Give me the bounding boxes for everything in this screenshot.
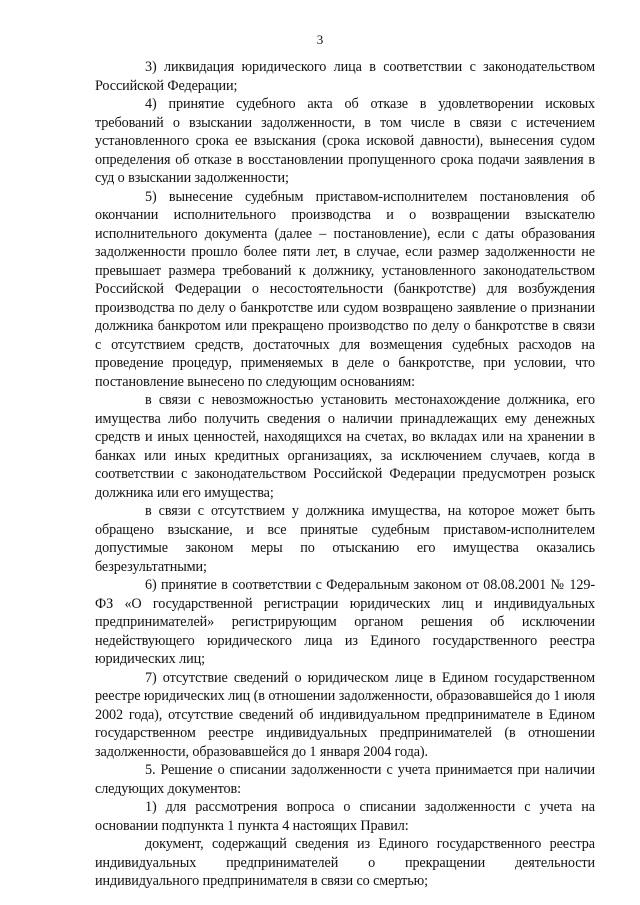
paragraph-ground-location-unknown: в связи с невозможностью установить местонахождение должника, его имущества либо получить сведения о наличии принадлежащих ему денежных средств и иных ценностей, находящихся на счетах, во вкладах или на хранении в банках или иных кредитных организациях, за исключением случаев, когда в соответствии с законодательством Российской Федерации предусмотрен розыск должника или его имущества; <box>95 392 595 501</box>
paragraph-item-4-court-act: 4) принятие судебного акта об отказе в удовлетворении исковых требований о взыскании задолженности, в том числе в связи с истечением установленного срока ее взыскания (срока исковой давности), вынесения судом определения об отказе в восстановлении пропущенного срока подачи заявления в суд о взыскании задолженности; <box>95 96 595 186</box>
paragraph-item-7-no-registry-info: 7) отсутствие сведений о юридическом лице в Едином государственном реестре юридических лиц (в отношении задолженности, образовавшейся до 1 июля 2002 года), отсутствие сведений об индивидуальном предпринимателе в Едином государственном реестре индивидуальных предпринимателей (в отношении задолженности, образовавшейся до 1 января 2004 года). <box>95 669 595 760</box>
paragraph-item-3-liquidation: 3) ликвидация юридического лица в соответствии с законодательством Российской Федерации; <box>95 59 595 94</box>
document-body <box>95 58 595 891</box>
paragraph-document-death-record: документ, содержащий сведения из Единого государственного реестра индивидуальных предпринимателей о прекращении деятельности индивидуального предпринимателя в связи со смертью; <box>95 836 595 889</box>
paragraph-ground-no-property: в связи с отсутствием у должника имущества, на которое может быть обращено взыскание, и все принятые судебным приставом-исполнителем допустимые законом меры по отысканию его имущества оказались безрезультатными; <box>95 503 595 575</box>
paragraph-subitem-1-documents: 1) для рассмотрения вопроса о списании задолженности с учета на основании подпункта 1 пункта 4 настоящих Правил: <box>95 799 595 834</box>
page-number: 3 <box>316 32 324 47</box>
paragraph-item-6-registry-exclusion: 6) принятие в соответствии с Федеральным законом от 08.08.2001 № 129-ФЗ «О государственной регистрации юридических лиц и индивидуальных предпринимателей» регистрирующим органом решения об исключении недействующего юридического лица из Единого государственного реестра юридических лиц; <box>95 577 595 667</box>
paragraph-section-5-decision: 5. Решение о списании задолженности с учета принимается при наличии следующих документов: <box>95 762 595 797</box>
paragraph-item-5-bailiff-resolution: 5) вынесение судебным приставом-исполнителем постановления об окончании исполнительного производства и о возвращении взыскателю исполнительного документа (далее – постановление), если с даты образования задолженности прошло более пяти лет, в случае, если размер задолженности не превышает размера требований к должнику, установленного законодательством Российской Федерации о несостоятельности (банкротстве) для возбуждения производства по делу о банкротстве или судом возвращено заявление о признании должника банкротом или прекращено производство по делу о банкротстве в связи с отсутствием средств, достаточных для возмещения судебных расходов на проведение процедур, применяемых в деле о банкротстве, при условии, что постановление вынесено по следующим основаниям: <box>95 188 595 390</box>
